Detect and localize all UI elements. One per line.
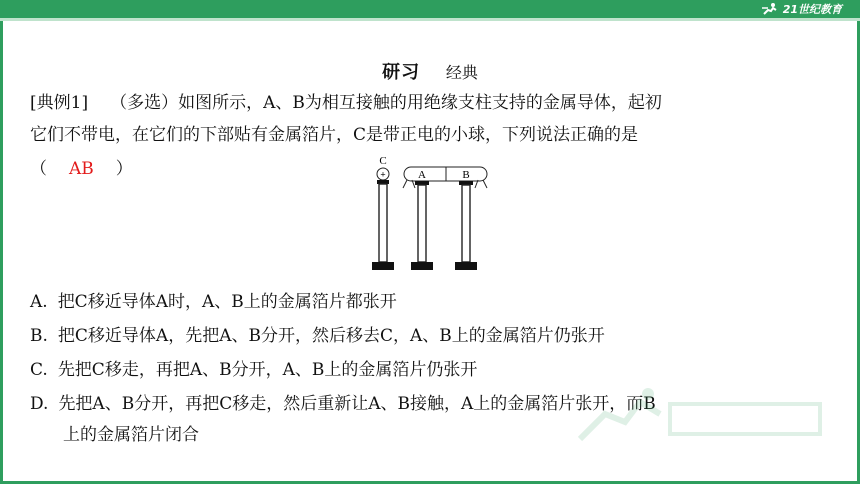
label-c: C	[379, 155, 387, 167]
problem-line1-text: 如图所示，A、B为相互接触的用绝缘支柱支持的金属导体，起初	[178, 93, 662, 113]
pillar-a-base	[411, 262, 433, 270]
watermark-runner-icon	[580, 402, 660, 439]
paren-close: ）	[115, 159, 133, 179]
problem-line-2	[30, 124, 638, 146]
option-letter: A.	[30, 292, 48, 312]
answer-line	[30, 158, 133, 180]
pillar-b	[462, 185, 470, 262]
runner-icon	[760, 2, 780, 16]
problem-line-1	[30, 92, 662, 114]
paren-open: （	[30, 159, 47, 179]
problem-tag: [典例1]	[30, 93, 89, 113]
frame-left-border	[0, 21, 3, 484]
watermark-logo	[570, 384, 830, 454]
pillar-c-base	[372, 262, 394, 270]
problem-line2-text: 它们不带电，在它们的下部贴有金属箔片，C是带正电的小球，下列说法正确的是	[30, 125, 639, 145]
option-c	[30, 359, 477, 381]
plus-sign: +	[380, 169, 386, 180]
answer-text: AB	[69, 159, 94, 179]
logo-text: 21世纪教育	[782, 3, 842, 16]
section-heading	[0, 58, 860, 84]
option-text: 先把C移走，再把A、B分开，A、B上的金属箔片仍张开	[57, 360, 478, 380]
foil-a-left	[403, 180, 407, 188]
option-b	[30, 325, 605, 347]
option-letter: B.	[30, 326, 48, 346]
top-banner-stripe	[0, 18, 860, 21]
label-a: A	[418, 169, 426, 181]
problem-type: （多选）	[110, 93, 179, 113]
label-b: B	[462, 169, 470, 181]
section-title-sub: 经典	[445, 63, 478, 82]
pillar-b-base	[455, 262, 477, 270]
figure-diagram	[360, 150, 500, 275]
option-text: 把C移近导体A时，A、B上的金属箔片都张开	[57, 292, 397, 312]
pillar-c	[379, 184, 387, 262]
foil-b-right	[483, 180, 487, 188]
pillar-a	[418, 185, 426, 262]
option-text: 先把A、B分开，再把C移走，然后重新让A、B接触，A上的金属箔片张开，而B	[58, 394, 656, 414]
option-a	[30, 291, 397, 313]
option-letter: D.	[30, 394, 49, 414]
option-d-continuation: 上的金属箔片闭合	[63, 425, 199, 445]
brand-logo	[760, 1, 842, 17]
section-title-main: 研习	[382, 62, 421, 83]
option-text: 把C移近导体A，先把A、B分开，然后移去C，A、B上的金属箔片仍张开	[57, 326, 605, 346]
option-letter: C.	[30, 360, 48, 380]
option-d	[30, 393, 656, 415]
top-banner	[0, 0, 860, 18]
